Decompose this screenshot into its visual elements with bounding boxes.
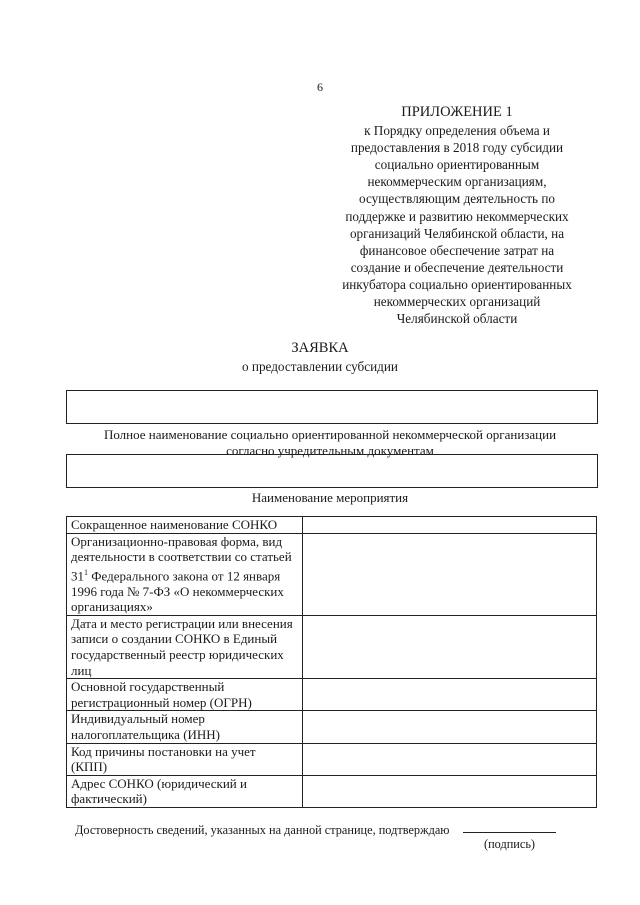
appendix-line: инкубатора социально ориентированных	[342, 276, 572, 292]
row-value-cell[interactable]	[303, 533, 597, 615]
table-row	[67, 711, 597, 743]
article-superscript: 1	[84, 567, 88, 577]
row-value-cell[interactable]	[303, 743, 597, 775]
row-label	[67, 775, 303, 807]
label-line: Организационно-правовая форма, вид	[71, 533, 283, 549]
signature-field[interactable]	[463, 832, 556, 833]
label-line-rest: Федерального закона от 12 января	[88, 568, 281, 584]
appendix-line: социально ориентированным	[374, 157, 540, 173]
row-value-cell[interactable]	[303, 679, 597, 711]
row-value-cell[interactable]	[303, 517, 597, 534]
row-label	[67, 615, 303, 678]
label-line: фактический)	[71, 791, 147, 807]
row-label	[67, 533, 303, 615]
signature-caption: (подпись)	[483, 837, 536, 851]
org-full-name-field[interactable]	[66, 390, 598, 424]
appendix-line: некоммерческим организациям,	[367, 174, 547, 190]
table-row	[67, 679, 597, 711]
appendix-line: некоммерческих организаций	[373, 294, 541, 310]
table-row	[67, 517, 597, 534]
event-name-caption: Наименование мероприятия	[251, 490, 409, 505]
confirmation-text: Достоверность сведений, указанных на данной странице, подтверждаю	[75, 823, 450, 837]
label-line: деятельности в соответствии со статьей	[71, 549, 292, 565]
row-label	[67, 517, 303, 534]
label-line: Основной государственный	[71, 679, 225, 695]
label-line: лиц	[71, 662, 92, 678]
appendix-line: предоставления в 2018 году субсидии	[350, 140, 564, 156]
appendix-line: Челябинской области	[396, 311, 518, 327]
label-line: (КПП)	[71, 759, 108, 775]
appendix-line: создание и обеспечение деятельности	[350, 259, 564, 275]
row-label	[67, 743, 303, 775]
org-caption-line: Полное наименование социально ориентированной некоммерческой организации	[103, 427, 557, 442]
label-line: организациях»	[71, 599, 153, 615]
organization-info-table	[66, 516, 597, 808]
label-line: Код причины постановки на учет	[71, 743, 256, 759]
table-row	[67, 775, 597, 807]
article-number: 31	[71, 568, 84, 584]
row-label	[67, 711, 303, 743]
page-number: 6	[317, 80, 323, 94]
table-row	[67, 533, 597, 615]
label-line: Сокращенное наименование СОНКО	[71, 517, 278, 532]
label-line: регистрационный номер (ОГРН)	[71, 694, 252, 710]
appendix-header	[322, 104, 592, 327]
row-value-cell[interactable]	[303, 615, 597, 678]
appendix-line: поддержке и развитию некоммерческих	[345, 208, 569, 224]
event-name-field[interactable]	[66, 454, 598, 488]
label-line: Дата и место регистрации или внесения	[71, 615, 293, 631]
table-row	[67, 615, 597, 678]
appendix-line: финансовое обеспечение затрат на	[359, 242, 555, 258]
label-line: Индивидуальный номер	[71, 711, 205, 727]
label-line: налогоплательщика (ИНН)	[71, 727, 221, 743]
row-value-cell[interactable]	[303, 775, 597, 807]
label-line	[71, 565, 300, 584]
appendix-line: осуществляющим деятельность по	[359, 191, 555, 207]
table-row	[67, 743, 597, 775]
label-line: Адрес СОНКО (юридический и	[71, 775, 247, 791]
row-label	[67, 679, 303, 711]
appendix-line: организаций Челябинской области, на	[349, 225, 565, 241]
document-title: ЗАЯВКА	[291, 340, 349, 356]
appendix-title: ПРИЛОЖЕНИЕ 1	[401, 104, 513, 120]
row-value-cell[interactable]	[303, 711, 597, 743]
label-line: государственный реестр юридических	[71, 647, 284, 663]
label-line: 1996 года № 7-ФЗ «О некоммерческих	[71, 583, 284, 599]
label-line: записи о создании СОНКО в Единый	[71, 631, 278, 647]
appendix-line: к Порядку определения объема и	[364, 123, 550, 139]
org-caption-line: согласно учредительным документам	[226, 442, 434, 458]
document-subtitle: о предоставлении субсидии	[242, 359, 398, 374]
